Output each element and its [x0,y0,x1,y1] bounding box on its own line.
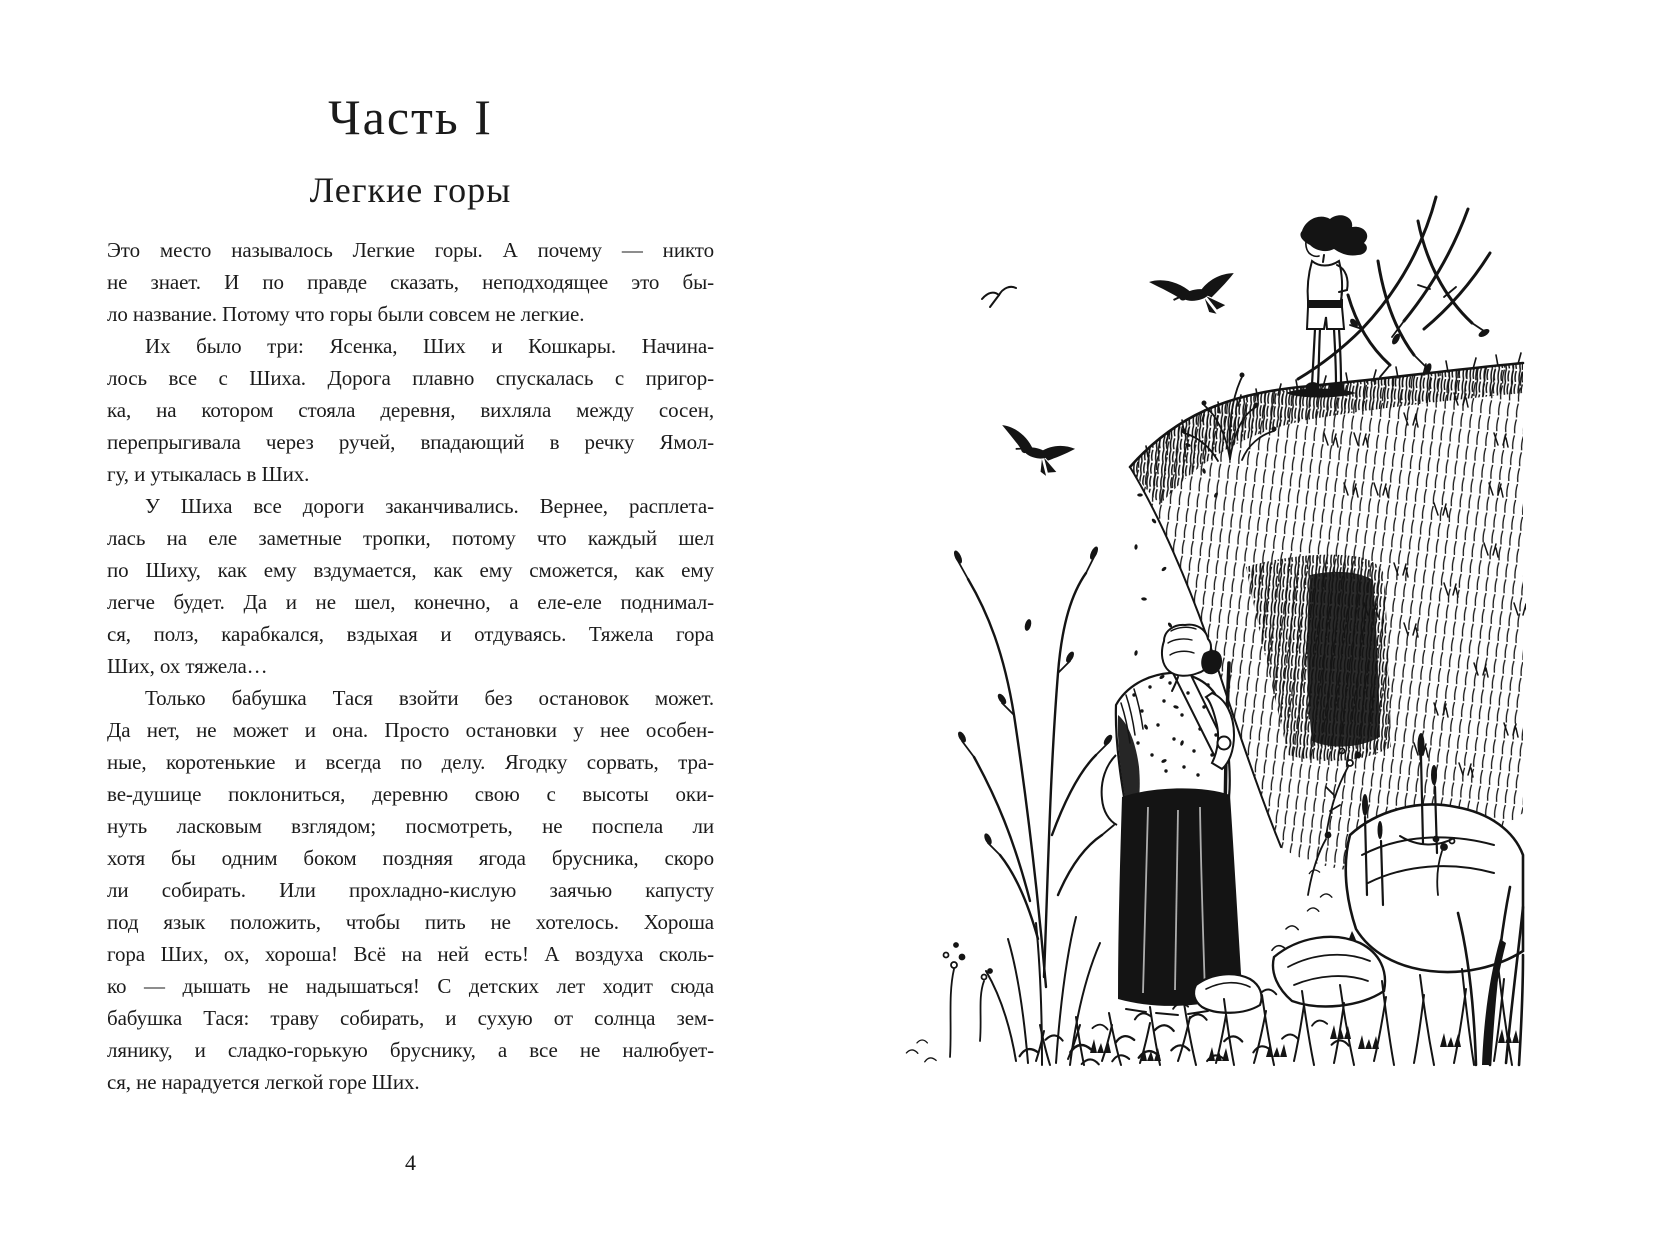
page-right [878,195,1526,1077]
body-text [107,234,714,1098]
illustration [878,195,1526,1077]
boulders [1194,805,1523,1013]
text-line: ся, полз, карабкался, вздыхая и отдуваясь. Тяжела гора [107,622,714,646]
text-line: гора Ших, ох, хороша! Всё на ней есть! А воздуха сколь- [107,942,714,966]
text-line: не знает. И по правде сказать, неподходящее это бы- [107,270,714,294]
text-line: перепрыгивала через ручей, впадающий в речку Ямол- [107,430,714,454]
swallow-icon [993,425,1077,481]
text-line: бабушка Тася: траву собирать, и сухую от солнца зем- [107,1006,714,1030]
text-line: гу, и утыкалась в Ших. [107,462,310,486]
part-title: Часть I [328,89,493,145]
text-line: лось все с Шиха. Дорога плавно спускалась с пригор- [107,366,714,390]
text-line: ли собирать. Или прохладно-кислую заячью капусту [107,878,714,902]
distant-bird-icon [982,287,1016,307]
text-line: легче будет. Да и не шел, конечно, а еле-еле поднимал- [107,590,714,614]
text-line: по Шиху, как ему вздумается, как ему сможется, как ему [107,558,714,582]
child-figure [1286,215,1367,397]
text-line: Только бабушка Тася взойти без остановок может. [145,686,714,710]
text-line: нуть ласковым взглядом; посмотреть, не поспела ли [107,814,714,838]
text-line: ло название. Потому что горы были совсем не легкие. [107,302,585,326]
bare-bush [952,545,1114,1065]
text-line: У Шиха все дороги заканчивались. Вернее, расплета- [145,494,714,518]
chapter-title: Легкие горы [309,170,512,210]
swallow-icon [1149,267,1240,324]
text-line: ка, на котором стояла деревня, вихляла между сосен, [107,398,714,422]
text-line: ко — дышать не надышаться! С детских лет ходит сюда [107,974,714,998]
text-line: ные, коротенькие и всегда по делу. Ягодку сорвать, тра- [107,750,714,774]
text-line: лась на еле заметные тропки, потому что каждый шел [107,526,714,550]
text-line: Да нет, не может и она. Просто остановки у нее особен- [107,718,714,742]
page-number: 4 [405,1150,416,1175]
text-line: хотя бы одним боком поздняя ягода брусника, скоро [107,846,714,870]
grandmother-figure [1102,625,1242,1015]
text-line: лянику, и сладко-горькую бруснику, а все не налюбует- [107,1038,714,1062]
text-line: Их было три: Ясенка, Ших и Кошкары. Начина- [145,334,714,358]
text-line: Ших, ох тяжела… [107,654,268,678]
text-line: ве-душице поклониться, деревню свою с высоты оки- [107,782,714,806]
text-line: под язык положить, чтобы пить не хотелось. Хороша [107,910,714,934]
page-left [107,0,714,1240]
text-line: ся, не нарадуется легкой горе Ших. [107,1070,420,1094]
text-line: Это место называлось Легкие горы. А почему — никто [107,238,714,262]
